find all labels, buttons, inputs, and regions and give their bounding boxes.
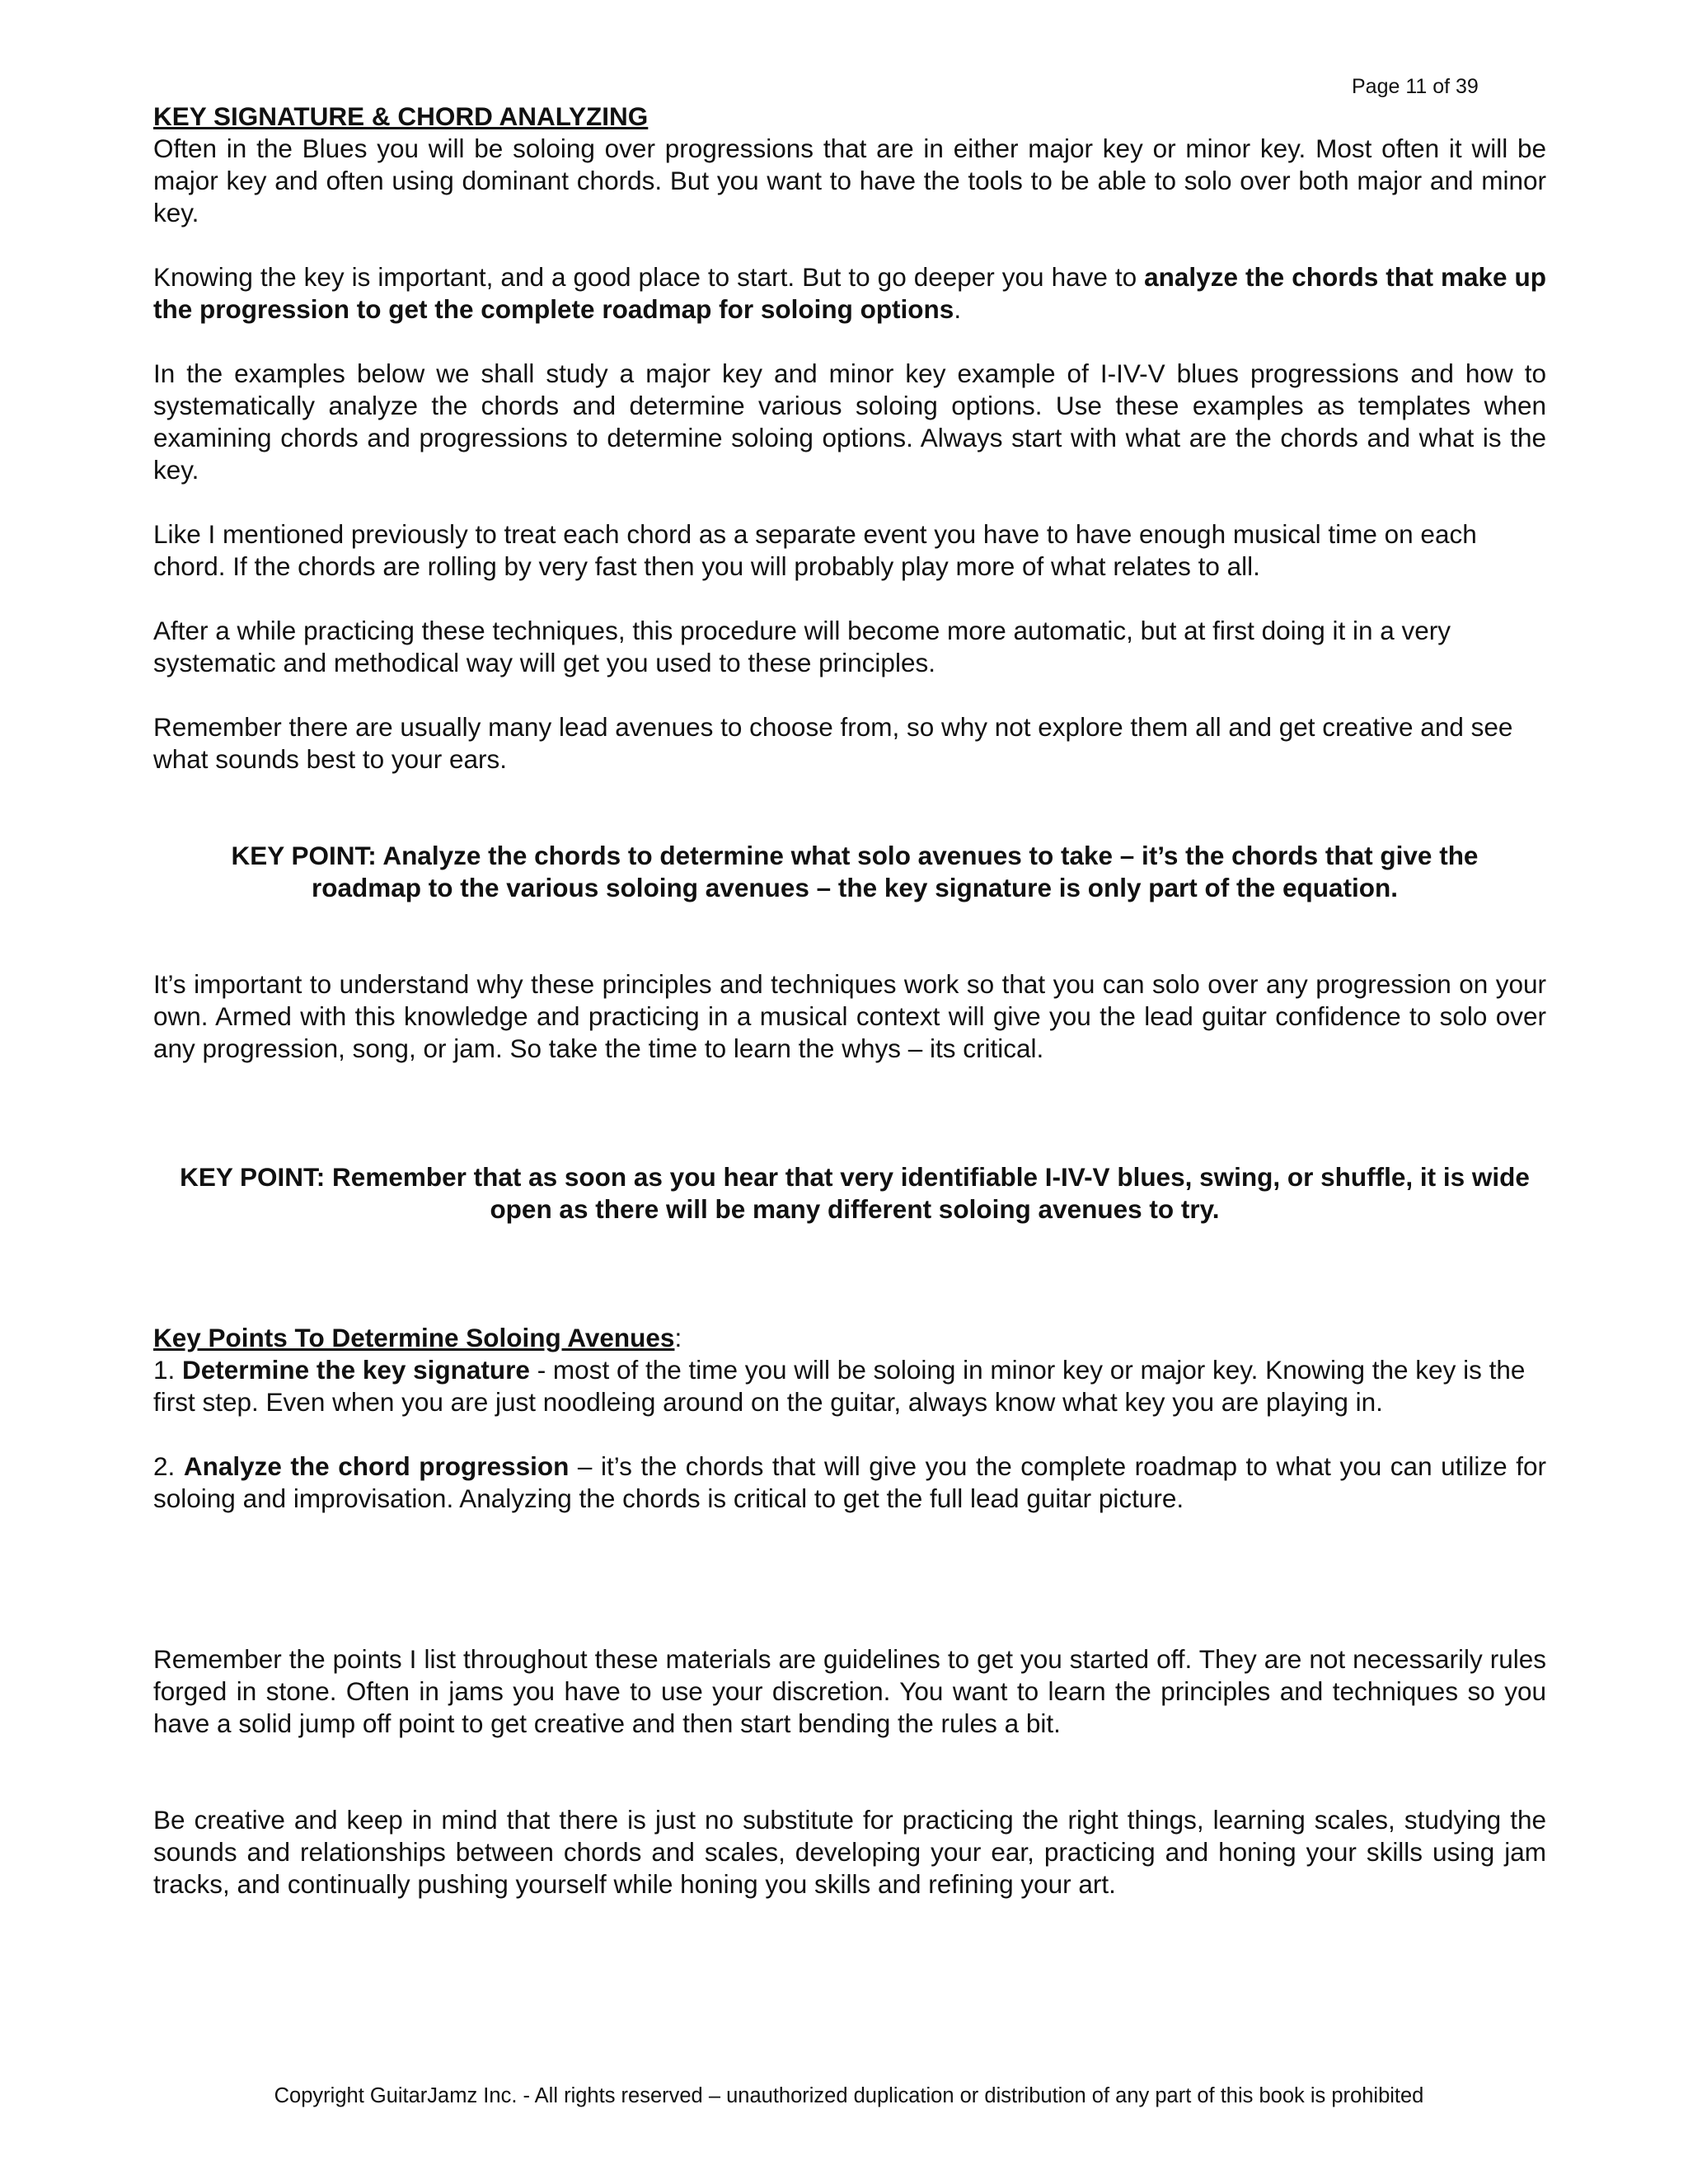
paragraph-knowing-key-start: Knowing the key is important, and a good place to start. But to go deeper you have to xyxy=(153,262,1145,292)
list-item-chord-progression-text: – it’s the chords that will give you the complete roadmap to what you can utilize for soloing and improvisation. Analyzing the chords is critical to get the full lead guitar picture. xyxy=(153,1451,1546,1513)
paragraph-intro: Often in the Blues you will be soloing over progressions that are in either major key or minor key. Most often it will be major key and often using dominant chords. But you want to have the tools to be able to solo over both major and minor key. xyxy=(153,134,1546,227)
list-item-number: 1. xyxy=(153,1355,183,1385)
copyright-footer: Copyright GuitarJamz Inc. - All rights reserved – unauthorized duplication or distribution of any part of this book is prohibited xyxy=(274,2084,1424,2107)
paragraph-practicing: After a while practicing these techniques, this procedure will become more automatic, but at first doing it in a very systematic and methodical way will get you used to these principles. xyxy=(153,616,1451,677)
paragraph-guidelines: Remember the points I list throughout these materials are guidelines to get you started off. They are not necessarily rules forged in stone. Often in jams you have to use your discretion. You want to learn the principles and techniques so you have a solid jump off point to get creative and then start bending the rules a bit. xyxy=(153,1644,1546,1738)
list-item-key-signature xyxy=(153,1354,1546,1418)
paragraph-knowing-key-emphasis: analyze the chords that make up the progression to get the complete roadmap for soloing options xyxy=(153,262,1546,324)
list-item-chord-progression-title: Analyze the chord progression xyxy=(183,1451,570,1481)
list-item-chord-progression xyxy=(153,1451,1546,1515)
list-item-key-signature-text: - most of the time you will be soloing in minor key or major key. Knowing the key is the first step. Even when you are just noodleing around on the guitar, always know what key you are playing in. xyxy=(153,1355,1526,1417)
key-point-analyze-chords: KEY POINT: Analyze the chords to determine what solo avenues to take – it’s the chords that give the roadmap to the various soloing avenues – the key signature is only part of the equation. xyxy=(231,841,1479,902)
paragraph-understand-why: It’s important to understand why these principles and techniques work so that you can solo over any progression on your own. Armed with this knowledge and practicing in a musical context will give you the lead guitar confidence to solo over any progression, song, or jam. So take the time to learn the whys – its critical. xyxy=(153,969,1546,1063)
key-point-wide-open: KEY POINT: Remember that as soon as you hear that very identifiable I-IV-V blues, swing, or shuffle, it is wide open as there will be many different soloing avenues to try. xyxy=(180,1162,1530,1224)
paragraph-lead-avenues: Remember there are usually many lead avenues to choose from, so why not explore them all and get creative and see what sounds best to your ears. xyxy=(153,712,1513,774)
paragraph-knowing-key xyxy=(153,261,1546,326)
list-item-key-signature-title: Determine the key signature xyxy=(182,1355,530,1385)
section-title: KEY SIGNATURE & CHORD ANALYZING xyxy=(153,101,649,131)
soloing-avenues-title: Key Points To Determine Soloing Avenues xyxy=(153,1323,675,1352)
list-item-number: 2. xyxy=(153,1451,184,1481)
soloing-avenues-heading xyxy=(153,1322,1546,1354)
page-number: Page 11 of 39 xyxy=(1352,75,1479,98)
paragraph-knowing-key-end: . xyxy=(954,294,962,324)
page-content xyxy=(153,101,1546,1900)
paragraph-separate-event: Like I mentioned previously to treat each chord as a separate event you have to have enough musical time on each chord. If the chords are rolling by very fast then you will probably play more of what relates to all. xyxy=(153,519,1477,581)
paragraph-be-creative: Be creative and keep in mind that there is just no substitute for practicing the right things, learning scales, studying the sounds and relationships between chords and scales, developing your ear, practicing and honing your skills using jam tracks, and continually pushing yourself while honing you skills and refining your art. xyxy=(153,1805,1546,1899)
paragraph-examples: In the examples below we shall study a major key and minor key example of I-IV-V blues progressions and how to systematically analyze the chords and determine various soloing options. Use these examples as templates when examining chords and progressions to determine soloing options. Always start with what are the chords and what is the key. xyxy=(153,359,1546,485)
soloing-avenues-colon: : xyxy=(674,1323,682,1352)
